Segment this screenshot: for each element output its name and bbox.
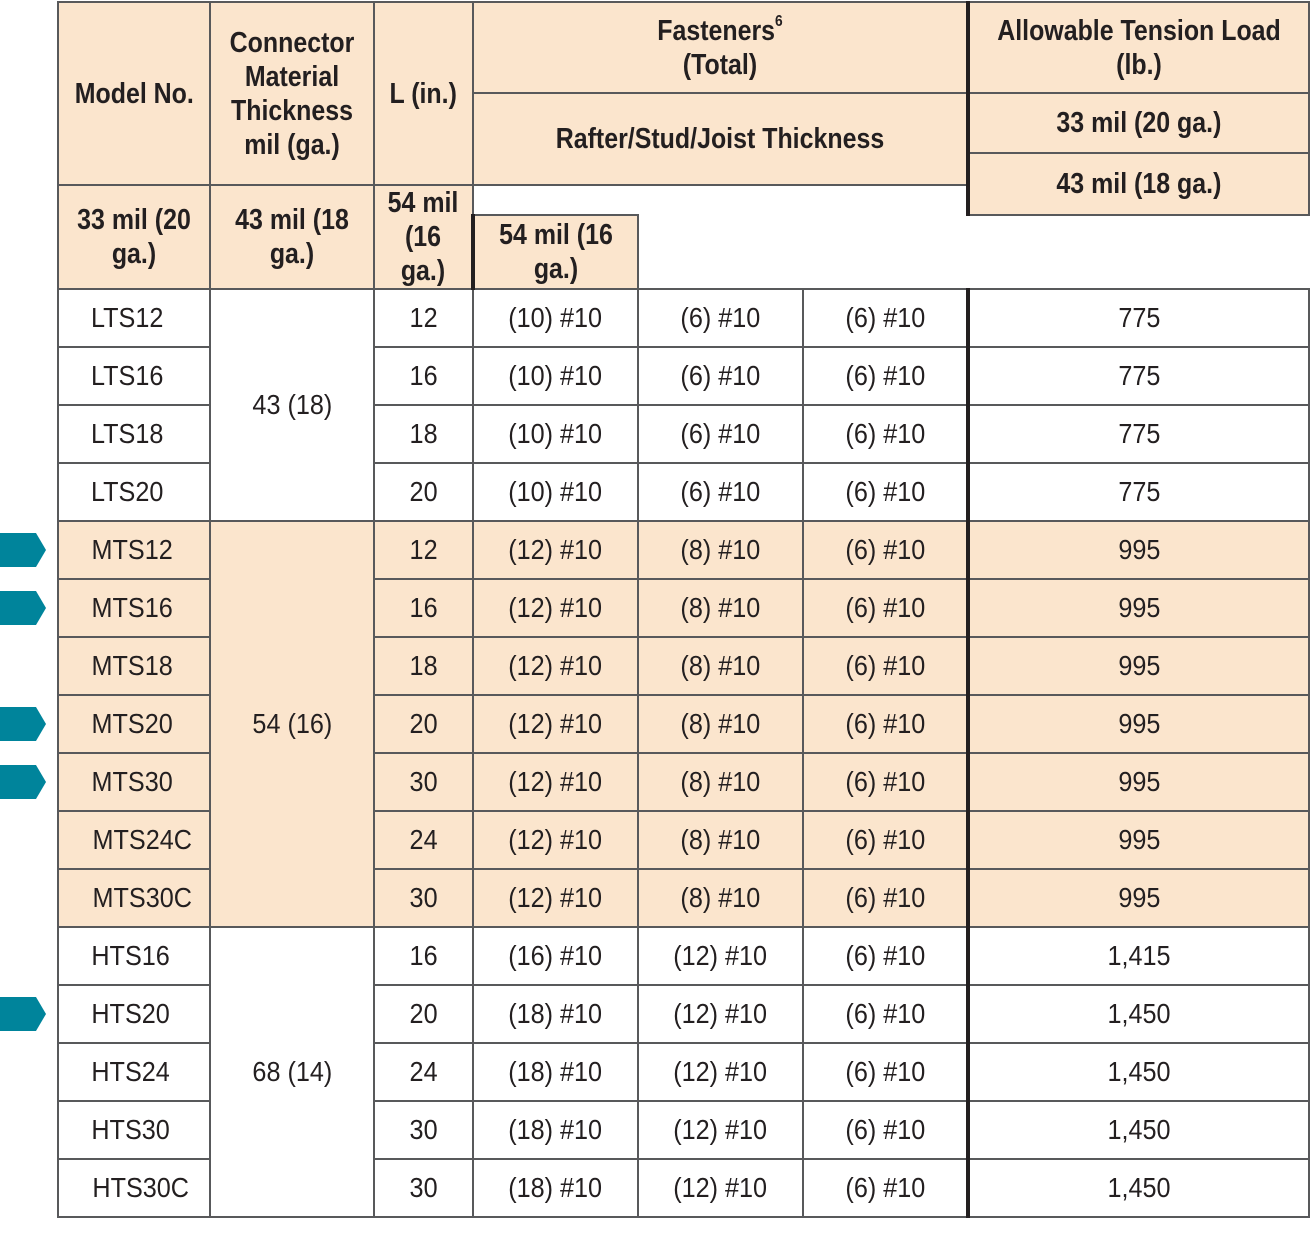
length-cell-text: 30 bbox=[409, 1172, 438, 1203]
new-product-marker-icon bbox=[0, 533, 46, 567]
fastener-54-cell-text: (6) #10 bbox=[845, 998, 925, 1029]
load-cell-text: 1,415 bbox=[1107, 940, 1171, 971]
load-cell-text: 1,450 bbox=[1107, 1172, 1171, 1203]
model-cell-text: HTS24 bbox=[91, 1056, 170, 1087]
load-cell bbox=[968, 695, 1309, 753]
table-row bbox=[58, 927, 1309, 985]
length-cell-text: 30 bbox=[409, 1114, 438, 1145]
length-cell bbox=[374, 347, 473, 405]
fastener-33-cell-text: (10) #10 bbox=[508, 360, 603, 391]
model-cell bbox=[58, 463, 210, 521]
length-cell-text: 24 bbox=[409, 1056, 438, 1087]
length-cell bbox=[374, 637, 473, 695]
material-cell-text: 43 (18) bbox=[252, 389, 332, 420]
length-cell bbox=[374, 405, 473, 463]
fastener-43-cell-text: (12) #10 bbox=[673, 998, 768, 1029]
header-allow-33: 33 mil (20 ga.) bbox=[968, 93, 1309, 153]
fastener-33-cell bbox=[473, 985, 638, 1043]
fastener-43-cell bbox=[638, 985, 803, 1043]
length-cell-text: 20 bbox=[409, 476, 438, 507]
load-cell bbox=[968, 1159, 1309, 1217]
fastener-33-cell bbox=[473, 405, 638, 463]
table-row bbox=[58, 521, 1309, 579]
length-cell-text: 12 bbox=[409, 534, 438, 565]
header-fasteners: Fasteners$^6$ (Total) bbox=[473, 2, 968, 93]
fastener-33-cell-text: (18) #10 bbox=[508, 1056, 603, 1087]
fastener-54-cell-text: (6) #10 bbox=[845, 302, 925, 333]
fastener-33-cell-text: (18) #10 bbox=[508, 1114, 603, 1145]
length-cell bbox=[374, 521, 473, 579]
fastener-43-cell-text: (12) #10 bbox=[673, 1172, 768, 1203]
fastener-33-cell-text: (10) #10 bbox=[508, 302, 603, 333]
model-cell-text: MTS30 bbox=[91, 766, 173, 797]
load-cell bbox=[968, 1043, 1309, 1101]
header-rafter-thickness: Rafter/Stud/Joist Thickness bbox=[473, 93, 968, 185]
fastener-33-cell-text: (12) #10 bbox=[508, 592, 603, 623]
load-cell-text: 995 bbox=[1117, 534, 1161, 565]
fastener-33-cell-text: (18) #10 bbox=[508, 998, 603, 1029]
length-cell-text: 30 bbox=[409, 766, 438, 797]
table-row bbox=[58, 289, 1309, 347]
model-cell-text: MTS30C bbox=[92, 882, 192, 913]
fastener-43-cell bbox=[638, 637, 803, 695]
material-cell bbox=[210, 927, 374, 1217]
fastener-33-cell bbox=[473, 579, 638, 637]
load-cell bbox=[968, 753, 1309, 811]
load-cell-text: 1,450 bbox=[1107, 998, 1171, 1029]
load-cell bbox=[968, 289, 1309, 347]
fastener-54-cell bbox=[803, 1101, 968, 1159]
fastener-54-cell bbox=[803, 869, 968, 927]
material-cell bbox=[210, 289, 374, 521]
fastener-43-cell bbox=[638, 927, 803, 985]
load-cell bbox=[968, 463, 1309, 521]
fastener-43-cell bbox=[638, 521, 803, 579]
model-cell-text: MTS20 bbox=[91, 708, 173, 739]
header-allowable-tension-load: Allowable Tension Load (lb.) bbox=[968, 2, 1309, 93]
load-cell bbox=[968, 811, 1309, 869]
load-cell bbox=[968, 869, 1309, 927]
load-cell bbox=[968, 637, 1309, 695]
fastener-33-cell bbox=[473, 753, 638, 811]
model-cell-text: HTS20 bbox=[91, 998, 170, 1029]
fastener-33-cell bbox=[473, 811, 638, 869]
length-cell bbox=[374, 1043, 473, 1101]
model-cell bbox=[58, 289, 210, 347]
load-cell-text: 995 bbox=[1117, 708, 1161, 739]
fastener-43-cell-text: (8) #10 bbox=[680, 534, 761, 565]
new-product-marker-icon bbox=[0, 997, 46, 1031]
model-cell-text: HTS30C bbox=[92, 1172, 190, 1203]
fastener-54-cell bbox=[803, 695, 968, 753]
load-cell bbox=[968, 985, 1309, 1043]
load-cell bbox=[968, 1101, 1309, 1159]
load-cell bbox=[968, 405, 1309, 463]
fastener-54-cell-text: (6) #10 bbox=[845, 476, 925, 507]
fastener-54-cell-text: (6) #10 bbox=[845, 1056, 925, 1087]
fastener-54-cell bbox=[803, 289, 968, 347]
length-cell bbox=[374, 289, 473, 347]
model-cell-text: HTS30 bbox=[91, 1114, 170, 1145]
fastener-43-cell bbox=[638, 811, 803, 869]
model-cell bbox=[58, 753, 210, 811]
fastener-33-cell-text: (12) #10 bbox=[508, 708, 603, 739]
fastener-43-cell bbox=[638, 869, 803, 927]
fastener-33-cell bbox=[473, 289, 638, 347]
model-cell-text: LTS18 bbox=[91, 418, 164, 449]
fastener-54-cell bbox=[803, 579, 968, 637]
material-cell bbox=[210, 521, 374, 927]
fastener-54-cell bbox=[803, 811, 968, 869]
fastener-43-cell-text: (8) #10 bbox=[680, 824, 761, 855]
fastener-43-cell-text: (8) #10 bbox=[680, 766, 761, 797]
length-cell bbox=[374, 753, 473, 811]
length-cell-text: 16 bbox=[409, 940, 438, 971]
header-length: L (in.) bbox=[374, 2, 473, 185]
fastener-54-cell-text: (6) #10 bbox=[845, 824, 925, 855]
specification-table bbox=[57, 1, 1310, 1218]
fastener-33-cell bbox=[473, 1043, 638, 1101]
load-cell-text: 1,450 bbox=[1107, 1056, 1171, 1087]
length-cell bbox=[374, 869, 473, 927]
length-cell-text: 16 bbox=[409, 592, 438, 623]
model-cell bbox=[58, 695, 210, 753]
fastener-43-cell bbox=[638, 695, 803, 753]
footnote-marker: 6 bbox=[775, 12, 783, 30]
fastener-54-cell-text: (6) #10 bbox=[845, 1114, 925, 1145]
length-cell bbox=[374, 1159, 473, 1217]
fastener-54-cell-text: (6) #10 bbox=[845, 766, 925, 797]
length-cell-text: 18 bbox=[409, 418, 438, 449]
material-cell-text: 68 (14) bbox=[252, 1056, 332, 1087]
model-cell-text: MTS16 bbox=[91, 592, 173, 623]
fastener-43-cell-text: (12) #10 bbox=[673, 1056, 768, 1087]
load-cell-text: 995 bbox=[1117, 824, 1161, 855]
fastener-43-cell-text: (12) #10 bbox=[673, 1114, 768, 1145]
fastener-43-cell-text: (8) #10 bbox=[680, 708, 761, 739]
fastener-54-cell bbox=[803, 1159, 968, 1217]
load-cell-text: 995 bbox=[1117, 592, 1161, 623]
load-cell-text: 775 bbox=[1117, 418, 1161, 449]
fastener-43-cell-text: (6) #10 bbox=[680, 476, 761, 507]
new-product-marker-icon bbox=[0, 591, 46, 625]
length-cell bbox=[374, 695, 473, 753]
load-cell-text: 775 bbox=[1117, 302, 1161, 333]
model-cell-text: MTS12 bbox=[91, 534, 173, 565]
length-cell-text: 30 bbox=[409, 882, 438, 913]
length-cell bbox=[374, 811, 473, 869]
model-cell bbox=[58, 347, 210, 405]
fastener-43-cell-text: (8) #10 bbox=[680, 592, 761, 623]
model-cell bbox=[58, 637, 210, 695]
header-allow-54: 54 mil (16 ga.) bbox=[473, 215, 638, 289]
fastener-54-cell bbox=[803, 753, 968, 811]
fastener-43-cell-text: (8) #10 bbox=[680, 882, 761, 913]
fastener-33-cell-text: (12) #10 bbox=[508, 824, 603, 855]
model-cell bbox=[58, 1101, 210, 1159]
load-cell-text: 995 bbox=[1117, 766, 1161, 797]
fastener-33-cell bbox=[473, 1159, 638, 1217]
fastener-54-cell-text: (6) #10 bbox=[845, 1172, 925, 1203]
load-cell bbox=[968, 927, 1309, 985]
fastener-33-cell bbox=[473, 1101, 638, 1159]
model-cell-text: MTS24C bbox=[92, 824, 192, 855]
model-cell bbox=[58, 927, 210, 985]
fastener-54-cell bbox=[803, 1043, 968, 1101]
model-cell bbox=[58, 811, 210, 869]
material-cell-text: 54 (16) bbox=[252, 708, 332, 739]
length-cell-text: 24 bbox=[409, 824, 438, 855]
load-cell-text: 775 bbox=[1117, 476, 1161, 507]
length-cell-text: 18 bbox=[409, 650, 438, 681]
load-cell bbox=[968, 579, 1309, 637]
length-cell bbox=[374, 579, 473, 637]
fastener-43-cell bbox=[638, 347, 803, 405]
fastener-54-cell bbox=[803, 405, 968, 463]
fastener-33-cell bbox=[473, 869, 638, 927]
fastener-43-cell bbox=[638, 1159, 803, 1217]
fastener-54-cell-text: (6) #10 bbox=[845, 882, 925, 913]
length-cell bbox=[374, 927, 473, 985]
fastener-54-cell-text: (6) #10 bbox=[845, 418, 925, 449]
model-cell-text: HTS16 bbox=[91, 940, 170, 971]
fastener-43-cell-text: (8) #10 bbox=[680, 650, 761, 681]
new-product-marker-icon bbox=[0, 707, 46, 741]
fastener-54-cell-text: (6) #10 bbox=[845, 360, 925, 391]
model-cell-text: LTS16 bbox=[91, 360, 164, 391]
model-cell bbox=[58, 1043, 210, 1101]
fastener-54-cell bbox=[803, 521, 968, 579]
fastener-54-cell-text: (6) #10 bbox=[845, 650, 925, 681]
fastener-33-cell-text: (16) #10 bbox=[508, 940, 603, 971]
model-cell bbox=[58, 579, 210, 637]
header-allow-43: 43 mil (18 ga.) bbox=[968, 153, 1309, 215]
fastener-33-cell bbox=[473, 927, 638, 985]
length-cell bbox=[374, 463, 473, 521]
fastener-33-cell-text: (10) #10 bbox=[508, 476, 603, 507]
length-cell-text: 20 bbox=[409, 708, 438, 739]
fastener-54-cell-text: (6) #10 bbox=[845, 534, 925, 565]
fastener-43-cell bbox=[638, 753, 803, 811]
fastener-54-cell-text: (6) #10 bbox=[845, 592, 925, 623]
header-material-thickness: Connector Material Thickness mil (ga.) bbox=[210, 2, 374, 185]
fastener-33-cell bbox=[473, 521, 638, 579]
fastener-54-cell bbox=[803, 927, 968, 985]
header-col-54: 54 mil (16 ga.) bbox=[374, 185, 473, 289]
specification-table-wrapper bbox=[57, 1, 1310, 1218]
fastener-33-cell-text: (12) #10 bbox=[508, 882, 603, 913]
model-cell bbox=[58, 405, 210, 463]
load-cell-text: 995 bbox=[1117, 650, 1161, 681]
fastener-54-cell bbox=[803, 985, 968, 1043]
fastener-33-cell-text: (12) #10 bbox=[508, 766, 603, 797]
fastener-33-cell-text: (18) #10 bbox=[508, 1172, 603, 1203]
header-col-43: 43 mil (18 ga.) bbox=[210, 185, 374, 289]
fastener-54-cell-text: (6) #10 bbox=[845, 940, 925, 971]
fastener-33-cell bbox=[473, 637, 638, 695]
header-col-33: 33 mil (20 ga.) bbox=[58, 185, 210, 289]
fastener-54-cell bbox=[803, 637, 968, 695]
fastener-33-cell-text: (10) #10 bbox=[508, 418, 603, 449]
model-cell bbox=[58, 985, 210, 1043]
length-cell-text: 12 bbox=[409, 302, 438, 333]
fastener-33-cell bbox=[473, 463, 638, 521]
header-model-no: Model No. bbox=[58, 2, 210, 185]
fastener-43-cell-text: (6) #10 bbox=[680, 418, 761, 449]
fastener-43-cell bbox=[638, 463, 803, 521]
length-cell-text: 20 bbox=[409, 998, 438, 1029]
load-cell bbox=[968, 521, 1309, 579]
load-cell-text: 1,450 bbox=[1107, 1114, 1171, 1145]
fastener-43-cell-text: (6) #10 bbox=[680, 360, 761, 391]
fastener-33-cell-text: (12) #10 bbox=[508, 650, 603, 681]
fastener-43-cell bbox=[638, 289, 803, 347]
model-cell-text: LTS20 bbox=[91, 476, 164, 507]
model-cell bbox=[58, 521, 210, 579]
fastener-54-cell bbox=[803, 347, 968, 405]
fastener-54-cell bbox=[803, 463, 968, 521]
load-cell-text: 995 bbox=[1117, 882, 1161, 913]
table-body bbox=[58, 289, 1309, 1217]
fastener-43-cell-text: (6) #10 bbox=[680, 302, 761, 333]
new-product-marker-icon bbox=[0, 765, 46, 799]
model-cell bbox=[58, 1159, 210, 1217]
model-cell-text: LTS12 bbox=[91, 302, 164, 333]
length-cell-text: 16 bbox=[409, 360, 438, 391]
fastener-33-cell bbox=[473, 347, 638, 405]
fastener-54-cell-text: (6) #10 bbox=[845, 708, 925, 739]
load-cell bbox=[968, 347, 1309, 405]
fastener-43-cell bbox=[638, 579, 803, 637]
fastener-33-cell bbox=[473, 695, 638, 753]
load-cell-text: 775 bbox=[1117, 360, 1161, 391]
fastener-33-cell-text: (12) #10 bbox=[508, 534, 603, 565]
length-cell bbox=[374, 1101, 473, 1159]
fastener-43-cell-text: (12) #10 bbox=[673, 940, 768, 971]
fastener-43-cell bbox=[638, 1101, 803, 1159]
fastener-43-cell bbox=[638, 1043, 803, 1101]
length-cell bbox=[374, 985, 473, 1043]
fastener-43-cell bbox=[638, 405, 803, 463]
model-cell bbox=[58, 869, 210, 927]
model-cell-text: MTS18 bbox=[91, 650, 173, 681]
